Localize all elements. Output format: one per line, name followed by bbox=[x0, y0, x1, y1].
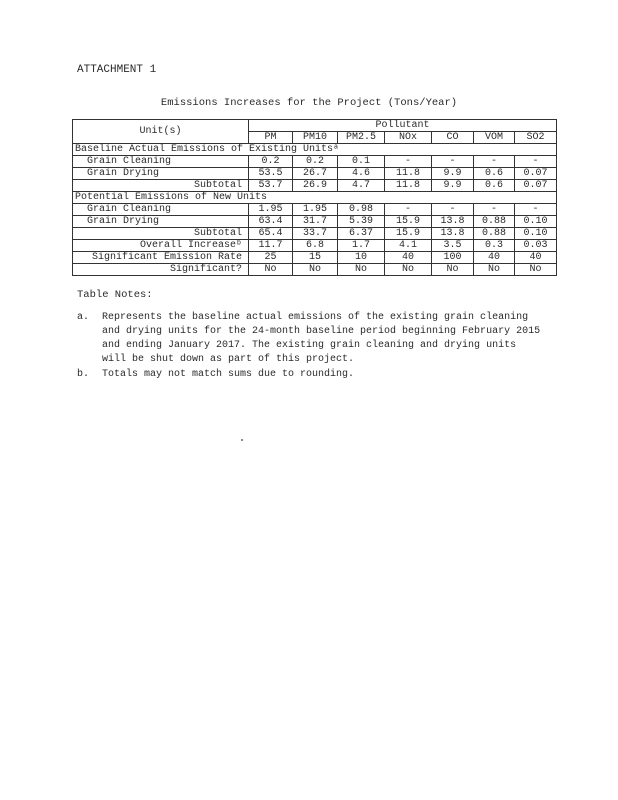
value-cell: 0.2 bbox=[293, 156, 338, 168]
column-header: PM bbox=[249, 132, 293, 144]
value-cell: 11.8 bbox=[385, 180, 432, 192]
baseline-section-row bbox=[73, 144, 557, 156]
value-cell: - bbox=[474, 204, 515, 216]
value-cell: No bbox=[385, 264, 432, 276]
value-cell: 15.9 bbox=[385, 216, 432, 228]
value-cell: 1.95 bbox=[293, 204, 338, 216]
value-cell: - bbox=[474, 156, 515, 168]
value-cell: 0.10 bbox=[515, 216, 557, 228]
table-row bbox=[73, 216, 557, 228]
table-row bbox=[73, 180, 557, 192]
value-cell: 3.5 bbox=[432, 240, 474, 252]
value-cell: 11.7 bbox=[249, 240, 293, 252]
header-row bbox=[73, 120, 557, 132]
value-cell: 4.6 bbox=[338, 168, 385, 180]
unit-cell: Significant? bbox=[73, 264, 249, 276]
note-b-label: b. bbox=[77, 369, 90, 380]
table-row bbox=[73, 228, 557, 240]
unit-cell: Grain Drying bbox=[73, 216, 249, 228]
value-cell: - bbox=[515, 156, 557, 168]
table-title: Emissions Increases for the Project (Tons/Year) bbox=[160, 97, 458, 109]
unit-cell: Grain Cleaning bbox=[73, 204, 249, 216]
column-header: CO bbox=[432, 132, 474, 144]
value-cell: - bbox=[432, 156, 474, 168]
value-cell: 13.8 bbox=[432, 228, 474, 240]
scan-speck bbox=[241, 439, 243, 441]
value-cell: 40 bbox=[474, 252, 515, 264]
value-cell: 15.9 bbox=[385, 228, 432, 240]
value-cell: 40 bbox=[515, 252, 557, 264]
value-cell: 31.7 bbox=[293, 216, 338, 228]
value-cell: 65.4 bbox=[249, 228, 293, 240]
unit-cell: Subtotal bbox=[73, 180, 249, 192]
value-cell: No bbox=[474, 264, 515, 276]
value-cell: 40 bbox=[385, 252, 432, 264]
unit-cell: Grain Cleaning bbox=[73, 156, 249, 168]
value-cell: 1.7 bbox=[338, 240, 385, 252]
unit-cell: Subtotal bbox=[73, 228, 249, 240]
value-cell: 4.7 bbox=[338, 180, 385, 192]
value-cell: 0.2 bbox=[249, 156, 293, 168]
value-cell: No bbox=[249, 264, 293, 276]
table-row bbox=[73, 204, 557, 216]
pollutant-header: Pollutant bbox=[249, 120, 557, 132]
value-cell: 53.7 bbox=[249, 180, 293, 192]
table-row bbox=[73, 168, 557, 180]
value-cell: 9.9 bbox=[432, 180, 474, 192]
value-cell: 5.39 bbox=[338, 216, 385, 228]
value-cell: 0.6 bbox=[474, 180, 515, 192]
note-b-text: Totals may not match sums due to rounding. bbox=[102, 369, 355, 380]
value-cell: 26.9 bbox=[293, 180, 338, 192]
value-cell: 33.7 bbox=[293, 228, 338, 240]
value-cell: 0.98 bbox=[338, 204, 385, 216]
notes-heading: Table Notes: bbox=[77, 289, 153, 301]
value-cell: 26.7 bbox=[293, 168, 338, 180]
table-row bbox=[73, 252, 557, 264]
column-header: SO2 bbox=[515, 132, 557, 144]
value-cell: 11.8 bbox=[385, 168, 432, 180]
value-cell: No bbox=[293, 264, 338, 276]
value-cell: 0.10 bbox=[515, 228, 557, 240]
value-cell: 6.37 bbox=[338, 228, 385, 240]
value-cell: 6.8 bbox=[293, 240, 338, 252]
value-cell: 0.03 bbox=[515, 240, 557, 252]
note-a-text: Represents the baseline actual emissions of the existing grain cleaning and drying units for the 24-month baseline period beginning February 2015 and ending January 2017. The existing grain cleaning and drying units will be shut down as part of this project. bbox=[102, 312, 541, 365]
value-cell: 1.95 bbox=[249, 204, 293, 216]
value-cell: 13.8 bbox=[432, 216, 474, 228]
value-cell: 0.07 bbox=[515, 168, 557, 180]
emissions-table bbox=[72, 119, 557, 276]
value-cell: 4.1 bbox=[385, 240, 432, 252]
note-a-label: a. bbox=[77, 312, 90, 323]
value-cell: 0.88 bbox=[474, 216, 515, 228]
value-cell: 15 bbox=[293, 252, 338, 264]
unit-cell: Significant Emission Rate bbox=[73, 252, 249, 264]
column-header: VOM bbox=[474, 132, 515, 144]
value-cell: 0.88 bbox=[474, 228, 515, 240]
column-header: NOx bbox=[385, 132, 432, 144]
unit-cell: Overall Increaseᵇ bbox=[73, 240, 249, 252]
table-row bbox=[73, 240, 557, 252]
value-cell: 25 bbox=[249, 252, 293, 264]
value-cell: 0.07 bbox=[515, 180, 557, 192]
column-header: PM2.5 bbox=[338, 132, 385, 144]
value-cell: 9.9 bbox=[432, 168, 474, 180]
attachment-label: ATTACHMENT 1 bbox=[77, 64, 157, 76]
section-label: Potential Emissions of New Units bbox=[73, 192, 557, 204]
table-row bbox=[73, 156, 557, 168]
unit-header: Unit(s) bbox=[73, 120, 249, 144]
value-cell: 10 bbox=[338, 252, 385, 264]
value-cell: - bbox=[515, 204, 557, 216]
unit-cell: Grain Drying bbox=[73, 168, 249, 180]
value-cell: 63.4 bbox=[249, 216, 293, 228]
value-cell: No bbox=[338, 264, 385, 276]
value-cell: No bbox=[515, 264, 557, 276]
potential-section-row bbox=[73, 192, 557, 204]
value-cell: No bbox=[432, 264, 474, 276]
value-cell: 0.3 bbox=[474, 240, 515, 252]
value-cell: 0.6 bbox=[474, 168, 515, 180]
column-header: PM10 bbox=[293, 132, 338, 144]
table-row bbox=[73, 264, 557, 276]
value-cell: - bbox=[385, 156, 432, 168]
section-label: Baseline Actual Emissions of Existing Unitsᵃ bbox=[73, 144, 557, 156]
value-cell: - bbox=[385, 204, 432, 216]
value-cell: - bbox=[432, 204, 474, 216]
value-cell: 100 bbox=[432, 252, 474, 264]
value-cell: 0.1 bbox=[338, 156, 385, 168]
value-cell: 53.5 bbox=[249, 168, 293, 180]
